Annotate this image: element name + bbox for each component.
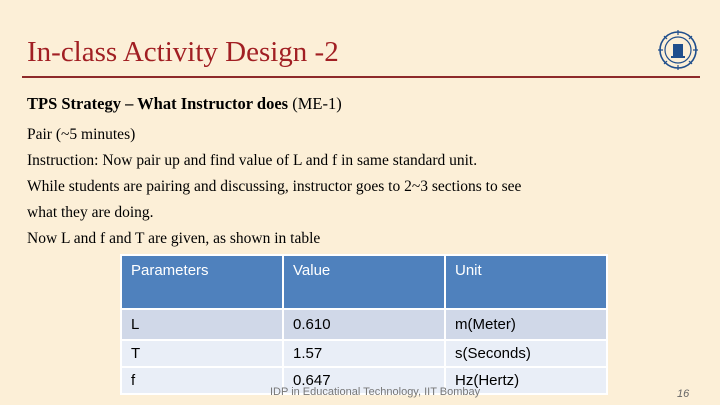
table-cell: T: [121, 340, 283, 367]
body-line: While students are pairing and discussing, instructor goes to 2~3 sections to see: [27, 178, 522, 195]
title-divider: [22, 76, 700, 78]
subtitle-bold: TPS Strategy – What Instructor does: [27, 94, 289, 113]
body-line: Pair (~5 minutes): [27, 126, 136, 143]
body-line: Instruction: Now pair up and find value of L and f in same standard unit.: [27, 152, 478, 169]
table-cell: Hz(Hertz): [445, 367, 607, 394]
body-line: what they are doing.: [27, 204, 154, 221]
table-row: [121, 340, 607, 367]
table-cell: s(Seconds): [445, 340, 607, 367]
slide-title: In-class Activity Design -2: [27, 36, 339, 68]
table-cell: 1.57: [283, 340, 445, 367]
table-cell: 0.647: [283, 367, 445, 394]
parameters-table: [120, 254, 608, 395]
subtitle-rest: (ME-1): [288, 94, 342, 113]
page-number: 16: [677, 388, 690, 400]
iit-bombay-logo-icon: [656, 28, 700, 72]
slide-footer: IDP in Educational Technology, IIT Bombay: [270, 386, 481, 398]
table-header: Unit: [445, 255, 607, 309]
body-line: Now L and f and T are given, as shown in table: [27, 230, 321, 247]
table-cell: f: [121, 367, 283, 394]
table-cell: m(Meter): [445, 309, 607, 340]
table-header-row: [121, 255, 607, 309]
table-cell: 0.610: [283, 309, 445, 340]
table-row: [121, 309, 607, 340]
slide-subtitle: [27, 94, 342, 114]
table-header: Parameters: [121, 255, 283, 309]
table-cell: L: [121, 309, 283, 340]
table-header: Value: [283, 255, 445, 309]
body-text: [27, 122, 627, 252]
